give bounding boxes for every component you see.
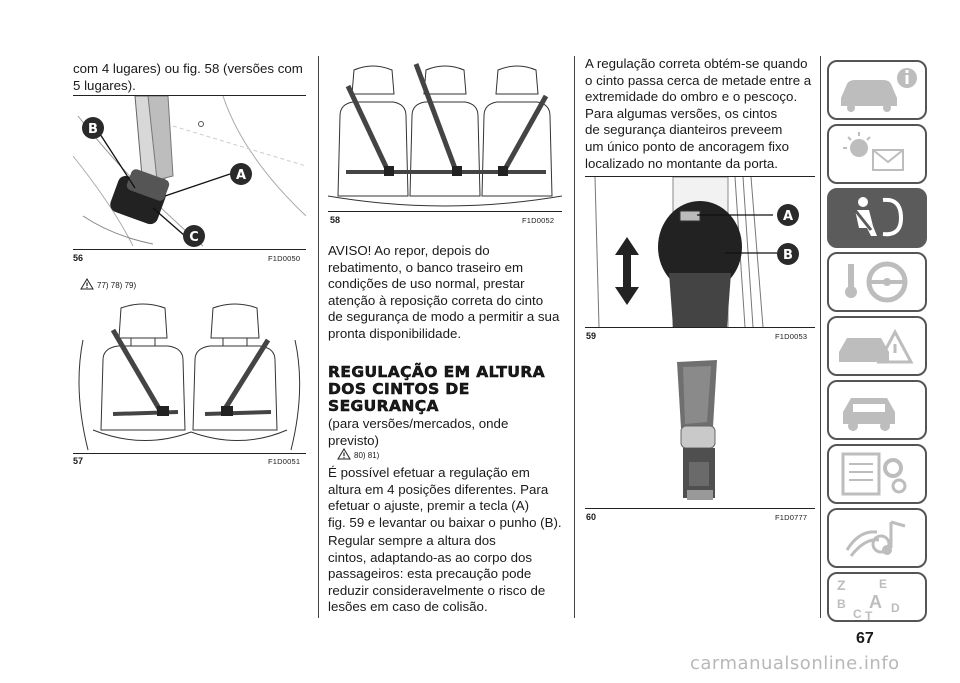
warning-refs-2-text: 80) 81) xyxy=(354,451,380,460)
fig56-bottom-rule xyxy=(73,249,306,250)
tab-multimedia[interactable] xyxy=(827,508,927,568)
heading-line: SEGURANÇA xyxy=(328,397,439,415)
fig60-number: 60 xyxy=(586,512,597,522)
warning-lights-icon xyxy=(829,126,925,182)
aviso-line: de segurança de modo a permitir a sua xyxy=(328,309,560,325)
availability-note xyxy=(328,416,564,449)
aviso-paragraph xyxy=(328,243,564,343)
para2-line: lesões em caso de colisão. xyxy=(328,599,488,615)
technical-data-icon xyxy=(829,446,925,502)
anchor-point-photo xyxy=(585,352,815,507)
label-b-badge xyxy=(82,117,104,139)
section-heading xyxy=(328,364,564,415)
tab-technical-data[interactable] xyxy=(827,444,927,504)
svg-text:B: B xyxy=(88,122,98,137)
intro-text xyxy=(73,61,308,94)
fig58-number: 58 xyxy=(330,215,341,225)
aviso-line: atenção à reposição correta do cinto xyxy=(328,292,544,308)
warning-refs-1 xyxy=(80,278,136,290)
column-divider-3 xyxy=(820,56,821,618)
para1-line: altura em 4 posições diferentes. Para xyxy=(328,481,549,497)
warning-triangle-icon xyxy=(337,448,351,460)
label-a-badge xyxy=(230,163,252,185)
para2-line: passageiros: esta precaução pode xyxy=(328,566,532,582)
col3-line: localizado no montante da porta. xyxy=(585,155,778,171)
tab-airbag-seatbelt[interactable] xyxy=(827,188,927,248)
svg-text:A: A xyxy=(782,209,794,224)
adjustment-paragraph xyxy=(328,465,566,531)
column-divider-2 xyxy=(574,56,575,618)
heading-line: REGULAÇÃO EM ALTURA xyxy=(328,363,546,381)
fig57-number: 57 xyxy=(73,456,84,466)
key-steering-wheel-icon xyxy=(829,254,925,310)
tab-key-steering[interactable] xyxy=(827,252,927,312)
svg-text:C: C xyxy=(853,607,862,620)
col3-line: o cinto passa cerca de metade entre a xyxy=(585,72,812,88)
figure-59 xyxy=(585,177,815,327)
tab-car-info[interactable] xyxy=(827,60,927,120)
col3-line: A regulação correta obtém-se quando xyxy=(585,56,808,71)
tab-alphabetical-index[interactable] xyxy=(827,572,927,622)
para2-line: cintos, adaptando-as ao corpo dos xyxy=(328,549,533,565)
label-b-badge xyxy=(777,243,799,265)
column-divider-1 xyxy=(318,56,319,618)
para2-line: reduzir consideravelmente o risco de xyxy=(328,582,546,598)
para2-line: Regular sempre a altura dos xyxy=(328,533,496,548)
watermark: carmanualsonline.info xyxy=(690,653,900,674)
col3-line: extremidade do ombro e o pescoço. xyxy=(585,89,798,105)
col3-line: um único ponto de ancoragem fixo xyxy=(585,138,790,154)
note-line: (para versões/mercados, onde xyxy=(328,416,509,431)
svg-text:A: A xyxy=(235,168,247,183)
intro-line-1: com 4 lugares) ou fig. 58 (versões com xyxy=(73,61,303,76)
figure-57 xyxy=(73,300,306,452)
airbag-seatbelt-icon xyxy=(829,190,925,246)
height-adjuster-illustration xyxy=(585,177,815,327)
correct-adjustment-paragraph xyxy=(585,56,821,172)
figure-60 xyxy=(585,352,815,507)
car-breakdown-icon xyxy=(829,318,925,374)
fig57-bottom-rule xyxy=(73,453,306,454)
warning-refs-2 xyxy=(337,448,379,460)
svg-text:B: B xyxy=(837,597,846,611)
car-service-icon xyxy=(829,382,925,438)
aviso-line: pronta disponibilidade. xyxy=(328,325,462,341)
svg-text:D: D xyxy=(891,601,900,615)
tab-car-service[interactable] xyxy=(827,380,927,440)
label-c-badge xyxy=(183,225,205,247)
fig59-code: F1D0053 xyxy=(775,332,808,341)
multimedia-icon xyxy=(829,510,925,566)
aviso-line: condições de uso normal, prestar xyxy=(328,276,525,292)
fig60-bottom-rule xyxy=(585,508,815,509)
fig56-code: F1D0050 xyxy=(268,254,301,263)
figure-56 xyxy=(73,96,306,248)
svg-text:Z: Z xyxy=(837,577,846,593)
fig56-number: 56 xyxy=(73,253,84,263)
tab-car-breakdown[interactable] xyxy=(827,316,927,376)
para1-line: fig. 59 e levantar ou baixar o punho (B). xyxy=(328,514,562,530)
figure-58 xyxy=(328,56,562,210)
label-a-badge xyxy=(777,204,799,226)
alphabetical-index-icon xyxy=(829,574,925,620)
note-line: previsto) xyxy=(328,432,379,448)
recommendation-paragraph xyxy=(328,533,566,616)
fig59-number: 59 xyxy=(586,331,597,341)
fig58-bottom-rule xyxy=(328,211,562,212)
car-info-icon xyxy=(829,62,925,118)
two-seats-illustration xyxy=(73,300,306,452)
svg-text:E: E xyxy=(879,577,888,591)
aviso-line: rebatimento, o banco traseiro em xyxy=(328,259,524,275)
svg-text:T: T xyxy=(865,609,873,620)
seat-anchor-illustration xyxy=(73,96,306,248)
heading-line: DOS CINTOS DE xyxy=(328,380,470,398)
fig57-code: F1D0051 xyxy=(268,457,301,466)
warning-refs-1-text: 77) 78) 79) xyxy=(97,281,137,290)
fig58-code: F1D0052 xyxy=(522,216,555,225)
col3-line: de segurança dianteiros preveem xyxy=(585,122,783,138)
three-seats-illustration xyxy=(328,56,562,210)
svg-text:A: A xyxy=(869,592,882,612)
para1-line: É possível efetuar a regulação em xyxy=(328,465,530,480)
warning-triangle-icon xyxy=(80,278,94,290)
up-down-arrow-icon xyxy=(615,237,639,305)
page-number: 67 xyxy=(856,630,874,647)
fig60-code: F1D0777 xyxy=(775,513,808,522)
para1-line: efetuar o ajuste, premir a tecla (A) xyxy=(328,498,530,514)
col3-line: Para algumas versões, os cintos xyxy=(585,105,778,121)
aviso-line: AVISO! Ao repor, depois do xyxy=(328,243,490,258)
svg-text:B: B xyxy=(783,248,793,263)
svg-text:C: C xyxy=(189,230,199,245)
fig59-bottom-rule xyxy=(585,327,815,328)
intro-line-2: 5 lugares). xyxy=(73,77,136,93)
tab-warning-lights[interactable] xyxy=(827,124,927,184)
